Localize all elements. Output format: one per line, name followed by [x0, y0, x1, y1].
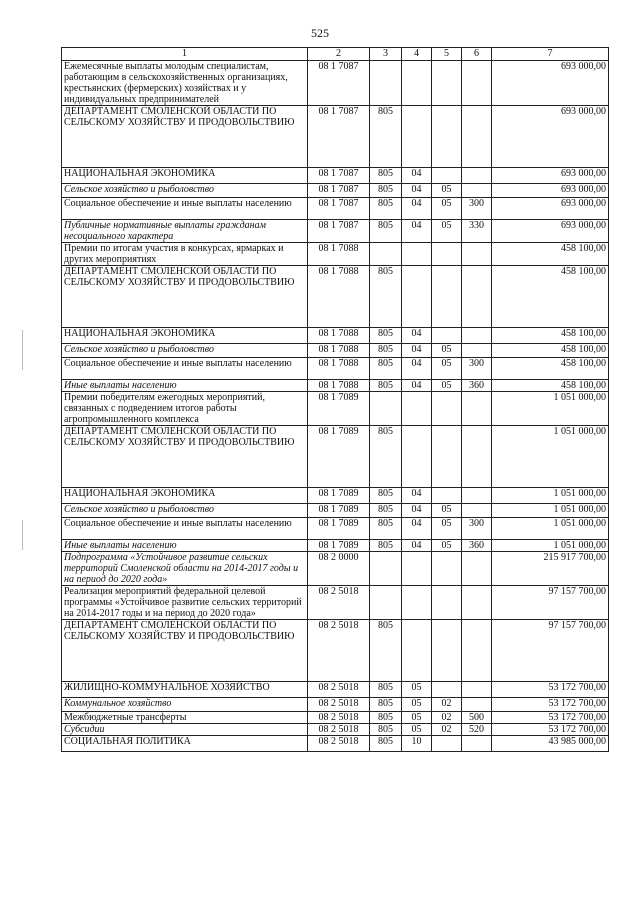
row-name: СОЦИАЛЬНАЯ ПОЛИТИКА: [62, 736, 308, 752]
header-col-4: 4: [402, 48, 432, 61]
table-row: [62, 168, 609, 184]
row-pr: 05: [432, 198, 462, 220]
row-vr: 805: [370, 328, 402, 344]
row-kosgu: [462, 328, 492, 344]
table-row: [62, 586, 609, 620]
header-col-7: 7: [492, 48, 609, 61]
row-name: Социальное обеспечение и иные выплаты населению: [62, 358, 308, 380]
table-row: [62, 392, 609, 426]
row-pr: [432, 552, 462, 586]
header-col-2: 2: [308, 48, 370, 61]
row-sum: 43 985 000,00: [492, 736, 609, 752]
row-vr: 805: [370, 620, 402, 682]
row-name: ДЕПАРТАМЕНТ СМОЛЕНСКОЙ ОБЛАСТИ ПО СЕЛЬСКОМУ ХОЗЯЙСТВУ И ПРОДОВОЛЬСТВИЮ: [62, 426, 308, 488]
row-vr: [370, 586, 402, 620]
row-name: Сельское хозяйство и рыболовство: [62, 184, 308, 198]
row-rz: 05: [402, 724, 432, 736]
row-rz: [402, 552, 432, 586]
row-sum: 1 051 000,00: [492, 426, 609, 488]
row-code: 08 1 7088: [308, 344, 370, 358]
row-name: Подпрограмма «Устойчивое развитие сельских территорий Смоленской области на 2014-2017 годы и на период до 2020 года»: [62, 552, 308, 586]
row-kosgu: 300: [462, 198, 492, 220]
table-row: [62, 198, 609, 220]
row-code: 08 1 7088: [308, 358, 370, 380]
row-name: Публичные нормативные выплаты гражданам несоциального характера: [62, 220, 308, 243]
row-rz: 04: [402, 380, 432, 392]
row-code: 08 1 7089: [308, 426, 370, 488]
row-kosgu: 300: [462, 358, 492, 380]
row-code: 08 2 5018: [308, 586, 370, 620]
row-sum: 97 157 700,00: [492, 620, 609, 682]
row-sum: 693 000,00: [492, 61, 609, 106]
row-code: 08 1 7089: [308, 392, 370, 426]
row-pr: [432, 328, 462, 344]
row-code: 08 1 7087: [308, 168, 370, 184]
row-kosgu: [462, 392, 492, 426]
row-sum: 1 051 000,00: [492, 518, 609, 540]
row-name: Сельское хозяйство и рыболовство: [62, 344, 308, 358]
row-code: 08 1 7087: [308, 198, 370, 220]
row-sum: 1 051 000,00: [492, 488, 609, 504]
table-row: [62, 724, 609, 736]
header-col-1: 1: [62, 48, 308, 61]
row-code: 08 1 7087: [308, 61, 370, 106]
row-vr: 805: [370, 488, 402, 504]
row-sum: 53 172 700,00: [492, 682, 609, 698]
row-pr: [432, 736, 462, 752]
row-rz: 04: [402, 358, 432, 380]
row-rz: 04: [402, 344, 432, 358]
table-row: [62, 184, 609, 198]
row-rz: [402, 106, 432, 168]
row-code: 08 2 5018: [308, 620, 370, 682]
row-kosgu: [462, 504, 492, 518]
row-vr: 805: [370, 682, 402, 698]
row-code: 08 1 7088: [308, 243, 370, 266]
row-code: 08 2 5018: [308, 736, 370, 752]
header-row: [62, 48, 609, 61]
table-row: [62, 328, 609, 344]
row-pr: 05: [432, 540, 462, 552]
row-kosgu: [462, 168, 492, 184]
row-vr: 805: [370, 698, 402, 712]
row-name: Иные выплаты населению: [62, 380, 308, 392]
table-row: [62, 620, 609, 682]
row-rz: 04: [402, 328, 432, 344]
row-pr: 02: [432, 712, 462, 724]
row-sum: 1 051 000,00: [492, 392, 609, 426]
row-pr: [432, 488, 462, 504]
row-name: Реализация мероприятий федеральной целевой программы «Устойчивое развитие сельских территорий на 2014-2017 годы и на период до 2020 года»: [62, 586, 308, 620]
row-sum: 458 100,00: [492, 358, 609, 380]
row-name: Социальное обеспечение и иные выплаты населению: [62, 198, 308, 220]
row-code: 08 1 7089: [308, 488, 370, 504]
table-row: [62, 106, 609, 168]
row-code: 08 1 7089: [308, 504, 370, 518]
row-vr: 805: [370, 220, 402, 243]
row-pr: 02: [432, 724, 462, 736]
row-sum: 53 172 700,00: [492, 712, 609, 724]
row-code: 08 1 7087: [308, 106, 370, 168]
row-code: 08 2 5018: [308, 698, 370, 712]
row-name: Иные выплаты населению: [62, 540, 308, 552]
row-rz: [402, 243, 432, 266]
budget-table: [61, 47, 609, 752]
row-rz: 04: [402, 184, 432, 198]
row-sum: 693 000,00: [492, 220, 609, 243]
row-code: 08 1 7088: [308, 380, 370, 392]
row-sum: 693 000,00: [492, 184, 609, 198]
row-vr: 805: [370, 344, 402, 358]
row-kosgu: [462, 586, 492, 620]
row-vr: 805: [370, 358, 402, 380]
row-rz: [402, 266, 432, 328]
row-pr: [432, 586, 462, 620]
row-vr: [370, 392, 402, 426]
row-pr: [432, 243, 462, 266]
scan-edge-mark: [22, 520, 23, 550]
table-row: [62, 682, 609, 698]
row-sum: 1 051 000,00: [492, 504, 609, 518]
row-pr: [432, 168, 462, 184]
row-rz: 04: [402, 220, 432, 243]
row-pr: 05: [432, 344, 462, 358]
row-rz: 10: [402, 736, 432, 752]
row-kosgu: [462, 61, 492, 106]
row-vr: 805: [370, 540, 402, 552]
row-pr: 05: [432, 358, 462, 380]
table-row: [62, 243, 609, 266]
row-rz: 04: [402, 198, 432, 220]
row-name: НАЦИОНАЛЬНАЯ ЭКОНОМИКА: [62, 328, 308, 344]
row-kosgu: 330: [462, 220, 492, 243]
row-name: ДЕПАРТАМЕНТ СМОЛЕНСКОЙ ОБЛАСТИ ПО СЕЛЬСКОМУ ХОЗЯЙСТВУ И ПРОДОВОЛЬСТВИЮ: [62, 106, 308, 168]
row-sum: 215 917 700,00: [492, 552, 609, 586]
row-sum: 458 100,00: [492, 344, 609, 358]
row-rz: 05: [402, 682, 432, 698]
row-sum: 53 172 700,00: [492, 698, 609, 712]
page-number: 525: [311, 26, 329, 40]
row-vr: 805: [370, 724, 402, 736]
row-code: 08 1 7088: [308, 328, 370, 344]
row-pr: [432, 392, 462, 426]
row-name: Межбюджетные трансферты: [62, 712, 308, 724]
row-name: ДЕПАРТАМЕНТ СМОЛЕНСКОЙ ОБЛАСТИ ПО СЕЛЬСКОМУ ХОЗЯЙСТВУ И ПРОДОВОЛЬСТВИЮ: [62, 620, 308, 682]
row-kosgu: [462, 682, 492, 698]
row-vr: 805: [370, 184, 402, 198]
row-code: 08 2 5018: [308, 682, 370, 698]
row-name: Сельское хозяйство и рыболовство: [62, 504, 308, 518]
row-kosgu: [462, 106, 492, 168]
row-name: НАЦИОНАЛЬНАЯ ЭКОНОМИКА: [62, 168, 308, 184]
row-sum: 693 000,00: [492, 106, 609, 168]
row-code: 08 2 0000: [308, 552, 370, 586]
row-sum: 1 051 000,00: [492, 540, 609, 552]
row-vr: 805: [370, 380, 402, 392]
row-rz: 04: [402, 540, 432, 552]
row-kosgu: [462, 620, 492, 682]
row-sum: 458 100,00: [492, 243, 609, 266]
row-name: Ежемесячные выплаты молодым специалистам, работающим в сельскохозяйственных организациях, крестьянских (фермерских) хозяйствах и у индивидуальных предпринимателей: [62, 61, 308, 106]
row-name: Субсидии: [62, 724, 308, 736]
table-row: [62, 344, 609, 358]
header-col-6: 6: [462, 48, 492, 61]
table-row: [62, 61, 609, 106]
scan-edge-mark: [22, 330, 23, 370]
row-kosgu: [462, 426, 492, 488]
row-vr: 805: [370, 106, 402, 168]
row-code: 08 1 7089: [308, 540, 370, 552]
row-pr: [432, 106, 462, 168]
row-kosgu: 500: [462, 712, 492, 724]
table-row: [62, 380, 609, 392]
table-row: [62, 736, 609, 752]
row-pr: [432, 61, 462, 106]
row-kosgu: [462, 552, 492, 586]
row-kosgu: [462, 736, 492, 752]
row-vr: 805: [370, 504, 402, 518]
row-pr: 05: [432, 184, 462, 198]
row-name: Коммунальное хозяйство: [62, 698, 308, 712]
row-vr: [370, 552, 402, 586]
row-code: 08 1 7087: [308, 220, 370, 243]
table-row: [62, 504, 609, 518]
row-pr: 05: [432, 504, 462, 518]
table-row: [62, 220, 609, 243]
table-row: [62, 540, 609, 552]
row-vr: 805: [370, 198, 402, 220]
row-sum: 97 157 700,00: [492, 586, 609, 620]
row-kosgu: [462, 698, 492, 712]
row-code: 08 1 7088: [308, 266, 370, 328]
row-kosgu: 360: [462, 380, 492, 392]
row-name: Премии победителям ежегодных мероприятий, связанных с подведением итогов работы агропромышленного комплекса: [62, 392, 308, 426]
table-row: [62, 358, 609, 380]
row-sum: 53 172 700,00: [492, 724, 609, 736]
row-rz: [402, 620, 432, 682]
row-rz: [402, 426, 432, 488]
header-col-5: 5: [432, 48, 462, 61]
row-pr: 05: [432, 220, 462, 243]
row-pr: 05: [432, 380, 462, 392]
row-vr: 805: [370, 426, 402, 488]
row-vr: 805: [370, 736, 402, 752]
row-name: Социальное обеспечение и иные выплаты населению: [62, 518, 308, 540]
row-kosgu: 300: [462, 518, 492, 540]
row-kosgu: [462, 184, 492, 198]
row-pr: [432, 682, 462, 698]
row-rz: 04: [402, 504, 432, 518]
row-name: ДЕПАРТАМЕНТ СМОЛЕНСКОЙ ОБЛАСТИ ПО СЕЛЬСКОМУ ХОЗЯЙСТВУ И ПРОДОВОЛЬСТВИЮ: [62, 266, 308, 328]
table-row: [62, 698, 609, 712]
row-name: НАЦИОНАЛЬНАЯ ЭКОНОМИКА: [62, 488, 308, 504]
row-rz: [402, 61, 432, 106]
row-vr: 805: [370, 168, 402, 184]
row-kosgu: [462, 488, 492, 504]
row-sum: 458 100,00: [492, 380, 609, 392]
row-kosgu: [462, 243, 492, 266]
row-code: 08 2 5018: [308, 724, 370, 736]
row-rz: 04: [402, 518, 432, 540]
row-name: ЖИЛИЩНО-КОММУНАЛЬНОЕ ХОЗЯЙСТВО: [62, 682, 308, 698]
row-sum: 693 000,00: [492, 168, 609, 184]
row-vr: 805: [370, 518, 402, 540]
table-row: [62, 266, 609, 328]
table-row: [62, 552, 609, 586]
row-rz: [402, 392, 432, 426]
row-vr: [370, 61, 402, 106]
table-row: [62, 712, 609, 724]
row-pr: [432, 426, 462, 488]
row-rz: [402, 586, 432, 620]
table-row: [62, 488, 609, 504]
row-vr: 805: [370, 266, 402, 328]
row-vr: [370, 243, 402, 266]
table-row: [62, 518, 609, 540]
row-kosgu: [462, 266, 492, 328]
table-row: [62, 426, 609, 488]
row-pr: [432, 266, 462, 328]
row-code: 08 1 7087: [308, 184, 370, 198]
row-pr: 02: [432, 698, 462, 712]
row-code: 08 2 5018: [308, 712, 370, 724]
row-vr: 805: [370, 712, 402, 724]
row-sum: 693 000,00: [492, 198, 609, 220]
row-sum: 458 100,00: [492, 328, 609, 344]
header-col-3: 3: [370, 48, 402, 61]
row-kosgu: 520: [462, 724, 492, 736]
row-rz: 04: [402, 488, 432, 504]
row-pr: 05: [432, 518, 462, 540]
row-kosgu: 360: [462, 540, 492, 552]
row-rz: 04: [402, 168, 432, 184]
row-kosgu: [462, 344, 492, 358]
row-code: 08 1 7089: [308, 518, 370, 540]
row-rz: 05: [402, 712, 432, 724]
row-rz: 05: [402, 698, 432, 712]
row-sum: 458 100,00: [492, 266, 609, 328]
row-pr: [432, 620, 462, 682]
row-name: Премии по итогам участия в конкурсах, ярмарках и других мероприятиях: [62, 243, 308, 266]
